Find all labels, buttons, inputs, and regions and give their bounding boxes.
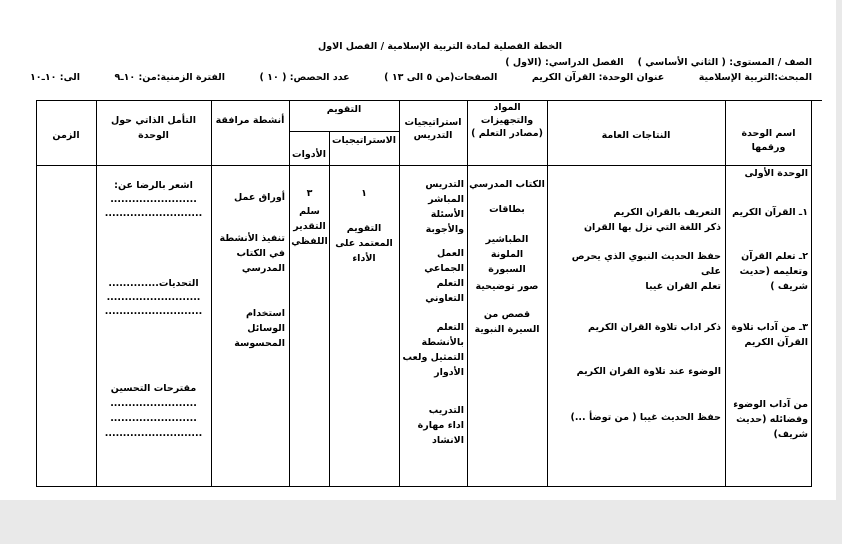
eval-strategy <box>330 186 398 266</box>
outcome-text: التعريف بالقران الكريم <box>613 207 721 218</box>
table-border <box>211 100 212 487</box>
teaching-text: التدريس <box>425 179 464 190</box>
teaching-text: التعلم <box>436 322 464 333</box>
material-item: السيرة النبوية <box>474 324 540 335</box>
header-unit <box>726 127 811 155</box>
table-border <box>811 100 812 487</box>
eval-number: ١ <box>361 188 367 199</box>
table-border <box>96 100 97 487</box>
activity-text: المدرسي <box>241 263 285 274</box>
activity-text: في الكتاب <box>236 248 285 259</box>
page-margin <box>0 500 842 544</box>
activity-text: المحسوسة <box>234 338 285 349</box>
unit-heading: الوحدة الأولى <box>744 168 808 179</box>
outcome-5: حفظ الحديث غيبا ( من توضأ ...) <box>570 412 721 423</box>
table-border <box>329 131 330 487</box>
teaching-text: التمثيل ولعب <box>402 352 464 363</box>
header-text: المواد <box>493 102 521 113</box>
lesson-2 <box>728 249 808 294</box>
lesson-count: عدد الحصص: ( ١٠ ) <box>259 72 350 83</box>
header-materials <box>467 101 547 140</box>
blank-line[interactable]: ........................ <box>110 194 197 205</box>
header-text: التدريس <box>413 130 453 141</box>
outcome-4: الوضوء عند تلاوة القران الكريم <box>576 366 721 377</box>
header-outcomes: النتاجات العامة <box>601 130 671 141</box>
eval-text: التقدير <box>293 221 326 232</box>
table-border <box>725 100 726 487</box>
lesson-4 <box>728 397 808 442</box>
material-item: الطباشير الملونة <box>485 234 529 260</box>
teaching-2 <box>401 246 464 306</box>
eval-text: اللفظي <box>291 236 328 247</box>
outcome-1 <box>550 205 721 235</box>
outcome-text: تعلم القران غيبا <box>645 281 721 292</box>
eval-number: ٣ <box>306 188 313 199</box>
activity-text: تنفيذ الأنشطة <box>219 233 285 244</box>
eval-text: المعتمد على <box>335 238 393 249</box>
eval-text: التقويم <box>346 223 382 234</box>
material-item: صور توضيحية <box>475 281 539 292</box>
document-title: الخطة الفصلية لمادة التربية الإسلامية / الفصل الاول <box>318 41 563 52</box>
lesson-text: القرآن الكريم <box>744 337 808 348</box>
teaching-text: الأسئلة <box>430 209 464 220</box>
lesson-text: ٢ـ تعلم القرآن <box>741 251 808 262</box>
period-from: الفترة الزمنية:من: ١٠ـ٩ <box>114 72 226 83</box>
lesson-3 <box>728 320 808 350</box>
semester: الفصل الدراسي: (الاول ) <box>505 57 624 68</box>
pages-range: الصفحات(من ٥ الى ١٣ ) <box>384 72 498 83</box>
activity-text: الوسائل <box>247 323 285 334</box>
header-text: ورقمها <box>751 142 786 153</box>
header-text: (مصادر التعلم ) <box>471 128 543 139</box>
blank-line[interactable]: ........................... <box>104 208 203 219</box>
material-item: قصص من <box>483 309 531 320</box>
reflection-label: مقترحات التحسين <box>110 383 197 394</box>
eval-text: الأداء <box>352 253 376 264</box>
header-row-2 <box>30 72 812 83</box>
lesson-1: ١ـ القرآن الكريم <box>732 207 808 218</box>
activity-1: أوراق عمل <box>233 192 285 203</box>
lesson-text: شريف) <box>773 429 808 440</box>
unit-title: عنوان الوحدة: القرآن الكريم <box>531 72 665 83</box>
grade-level: الصف / المستوى: ( الثاني الأساسي ) <box>637 57 812 68</box>
teaching-text: بالأنشطة <box>421 337 464 348</box>
table-border <box>36 100 37 487</box>
page-margin <box>836 0 842 544</box>
outcome-3: ذكر اداب تلاوة القران الكريم <box>588 322 721 333</box>
outcome-text: ذكر اللغة التي نزل بها القران <box>583 222 721 233</box>
header-text: والتجهيزات <box>480 115 534 126</box>
activity-2 <box>213 231 285 276</box>
header-activities: أنشطة مرافقة <box>215 115 285 126</box>
table-border <box>467 100 468 487</box>
teaching-1 <box>401 177 464 237</box>
teaching-text: الانشاد <box>431 435 464 446</box>
eval-text: سلم <box>299 206 320 217</box>
outcome-2 <box>550 249 721 294</box>
table-border <box>547 100 548 487</box>
table-border <box>36 100 822 101</box>
table-border <box>399 100 400 487</box>
header-text: اسم الوحدة <box>741 128 796 139</box>
reflection-challenges <box>98 277 209 319</box>
lesson-text: ٣ـ من آداب تلاوة <box>731 322 808 333</box>
blank-line[interactable]: .......................... <box>106 292 201 303</box>
header-time: الزمن <box>52 130 80 141</box>
lesson-text: وفضائله (حديث <box>736 414 808 425</box>
period-to: الى: ١٠ـ١٠ <box>30 72 81 83</box>
material-item: الكتاب المدرسي <box>469 179 545 190</box>
blank-line[interactable]: ........................ <box>110 398 197 409</box>
outcome-text: حفظ الحديث النبوي الذي يحرص على <box>571 251 721 277</box>
blank-line[interactable]: ........................ <box>110 413 197 424</box>
teaching-text: المباشر <box>428 194 464 205</box>
table-border <box>289 131 399 132</box>
header-teaching <box>399 116 467 142</box>
header-eval-tools: الأدوات <box>292 149 326 160</box>
reflection-label: اشعر بالرضا عن: <box>114 180 193 191</box>
lesson-text: وتعليمه (حديث <box>739 266 808 277</box>
teaching-text: التدريب <box>428 405 464 416</box>
eval-tool <box>290 186 329 249</box>
materials-list <box>469 177 545 337</box>
teaching-text: العمل <box>436 248 464 259</box>
header-row-1 <box>30 57 812 68</box>
teaching-3 <box>401 320 464 380</box>
teaching-text: الأدوار <box>434 367 464 378</box>
blank-line[interactable]: ........................... <box>104 428 203 439</box>
header-text: استراتيجيات <box>404 117 462 128</box>
teaching-text: الجماعي <box>424 263 464 274</box>
teaching-text: اداء مهارة <box>417 420 464 431</box>
header-eval-strategies: الاستراتيجيات <box>332 135 396 146</box>
material-item: السبورة <box>488 264 526 275</box>
lesson-text: من آداب الوضوء <box>733 399 808 410</box>
activity-3 <box>213 306 285 351</box>
header-reflection: التأمل الذاتي حول الوحدة <box>110 115 197 141</box>
teaching-text: التعلم <box>436 278 464 289</box>
teaching-4 <box>401 403 464 448</box>
subject: المبحث:التربية الإسلامية <box>698 72 812 83</box>
header-evaluation: التقويم <box>326 104 362 115</box>
activity-text: استخدام <box>245 308 285 319</box>
reflection-improvements <box>98 381 209 441</box>
lesson-text: شريف ) <box>770 281 808 292</box>
teaching-text: والأجوبة <box>425 224 464 235</box>
material-item: بطاقات <box>489 204 525 215</box>
table-border <box>36 486 812 487</box>
teaching-text: التعاوني <box>425 293 464 304</box>
table-border <box>36 165 812 166</box>
blank-line[interactable]: ........................... <box>104 306 203 317</box>
reflection-label: التحديات.............. <box>108 278 199 289</box>
reflection-satisfaction <box>98 179 209 221</box>
